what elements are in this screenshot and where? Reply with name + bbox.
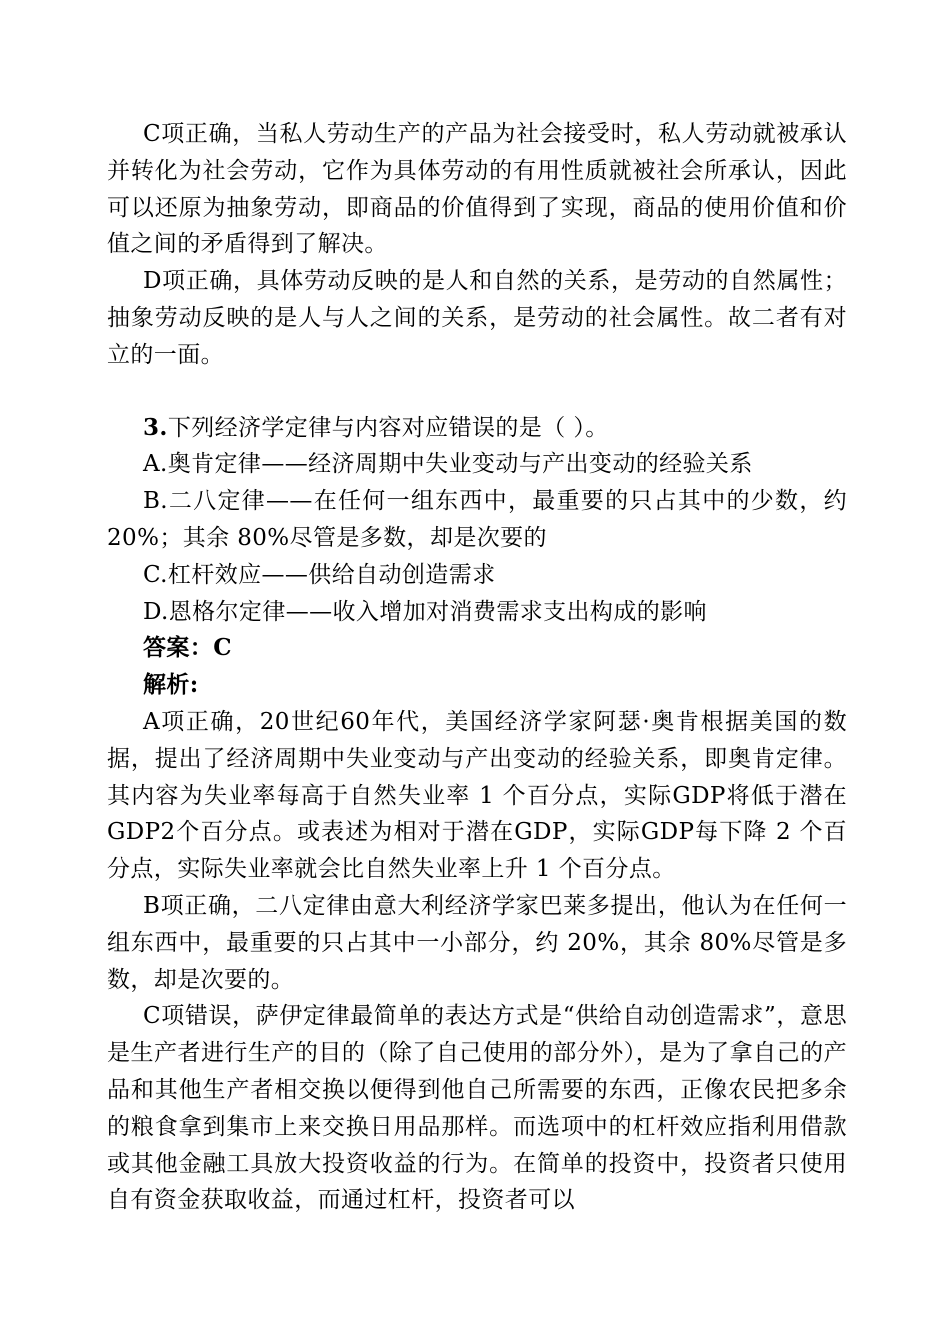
option-a: A.奥肯定律——经济周期中失业变动与产出变动的经验关系 [143, 451, 753, 478]
answer-label: 答案： [143, 634, 214, 662]
prev-explanation-c: C项正确，当私人劳动生产的产品为社会接受时，私人劳动就被承认并转化为社会劳动，它作为具体劳动的有用性质就被社会所承认，因此可以还原为抽象劳动，即商品的价值得到了实现，商品的使用价值和价值之间的矛盾得到了解决。 [107, 121, 847, 258]
question-number: 3. [143, 413, 168, 441]
section-gap [107, 374, 847, 410]
option-c: C.杠杆效应——供给自动创造需求 [143, 561, 496, 588]
question-stem [107, 410, 847, 447]
option-d: D.恩格尔定律——收入增加对消费需求支出构成的影响 [143, 598, 707, 625]
analysis-label: 解析: [143, 671, 199, 699]
document-page [107, 116, 847, 1219]
option-b: B.二八定律——在任何一组东西中，最重要的只占其中的少数，约 20%；其余 80%尽管是多数，却是次要的 [107, 488, 847, 551]
analysis-a: A项正确，20世纪60年代，美国经济学家阿瑟·奥肯根据美国的数据，提出了经济周期中失业变动与产出变动的经验关系，即奥肯定律。其内容为失业率每高于自然失业率 1 个百分点，实际GDP将低于潜在GDP2个百分点。或表述为相对于潜在GDP，实际GDP每下降 2 个百分点，实际失业率就会比自然失业率上升 1 个百分点。 [107, 708, 847, 883]
analysis-b: B项正确，二八定律由意大利经济学家巴莱多提出，他认为在任何一组东西中，最重要的只占其中一小部分，约 20%，其余 80%尽管是多数，却是次要的。 [107, 892, 847, 993]
prev-explanation-d: D项正确，具体劳动反映的是人和自然的关系，是劳动的自然属性；抽象劳动反映的是人与人之间的关系，是劳动的社会属性。故二者有对立的一面。 [107, 268, 847, 368]
question-text: 下列经济学定律与内容对应错误的是（ ）。 [167, 414, 609, 441]
analysis-c: C项错误，萨伊定律最简单的表达方式是“供给自动创造需求”，意思是生产者进行生产的目的（除了自己使用的部分外），是为了拿自己的产品和其他生产者相交换以便得到他自己所需要的东西，正像农民把多余的粮食拿到集市上来交换日用品那样。而选项中的杠杆效应指利用借款或其他金融工具放大投资收益的行为。在简单的投资中，投资者只使用自有资金获取收益，而通过杠杆，投资者可以 [107, 1003, 847, 1214]
answer-line [107, 630, 847, 667]
answer-value: C [213, 634, 232, 662]
